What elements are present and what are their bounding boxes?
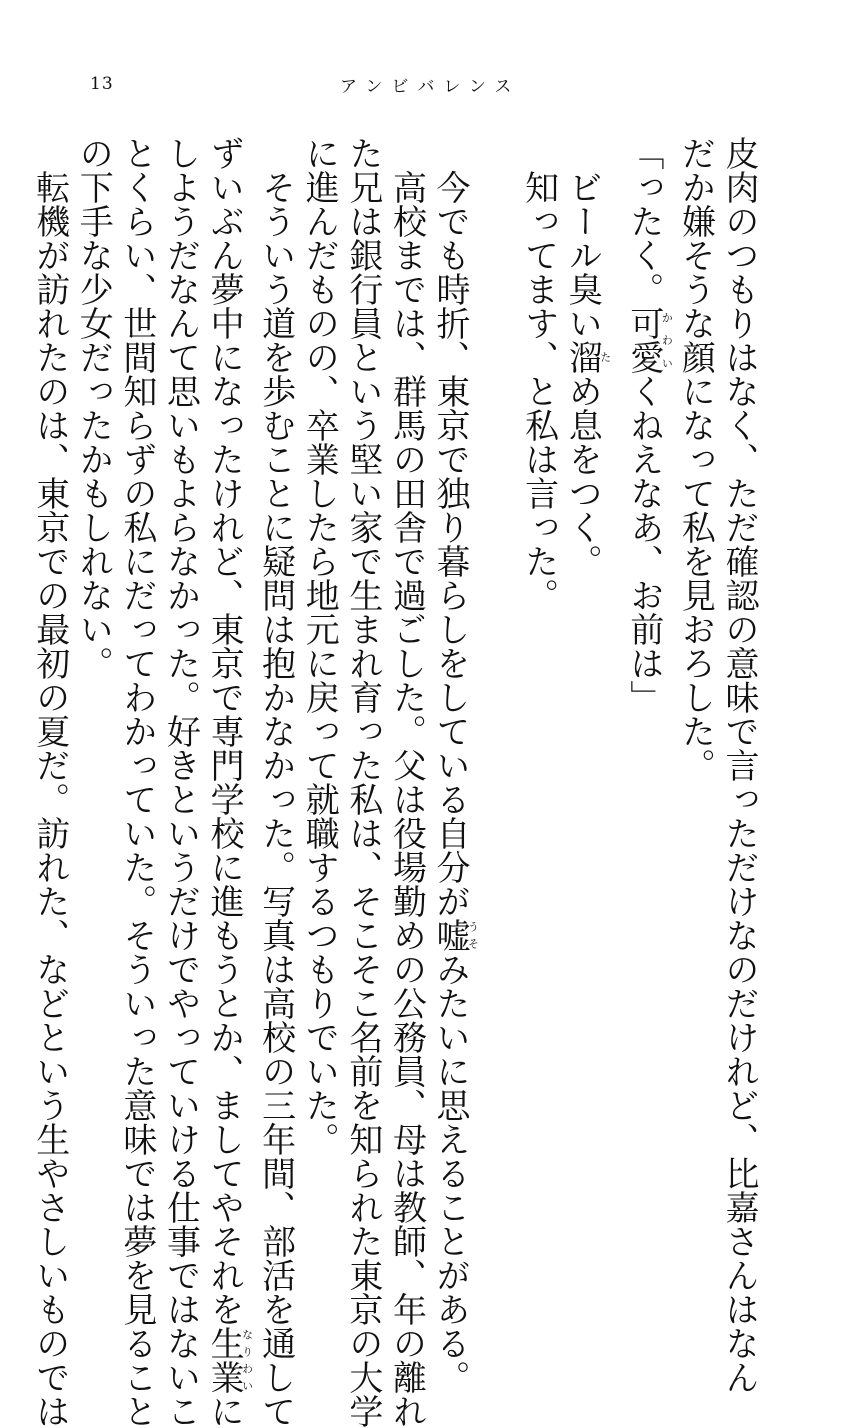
body-text — [29, 136, 760, 1428]
text-line: 今でも時折、東京で独り暮らしをしている自分が嘘うそみたいに思えることがある。 — [430, 170, 480, 1394]
running-header-title: アンビバレンス — [340, 77, 521, 97]
text-line: 「ったく。可愛かわいくねえなあ、お前は」 — [623, 136, 674, 714]
text-line: 皮肉のつもりはなく、ただ確認の意味で言っただけなのだけれど、比嘉さんはなん — [719, 136, 759, 1394]
text-line: しようだなんて思いもよらなかった。好きというだけでやっていける仕事ではないこ — [160, 136, 201, 1428]
ruby-uso: 嘘うそ — [430, 918, 480, 952]
text-line: そういう道を歩むことに疑問は抱かなかった。写真は高校の三年間、部活を通して — [255, 170, 296, 1428]
page-number: 13 — [90, 74, 114, 94]
text-line: とくらい、世間知らずの私にだってわかっていた。そういった意味では夢を見ること — [116, 136, 157, 1428]
text-line: 転機が訪れたのは、東京での最初の夏だ。訪れた、などという生やさしいものでは — [29, 170, 70, 1428]
text-line: だか嫌そうな顔になって私を見おろした。 — [675, 136, 716, 782]
text-line: 知ってます、と私は言った。 — [518, 170, 559, 612]
text-line: ずいぶん夢中になったけれど、東京で専門学校に進もうとか、ましてやそれを生業なりわいに — [204, 136, 254, 1428]
text-line: ビール臭い溜ため息をつく。 — [562, 170, 612, 578]
text-line: に進んだものの、卒業したら地元に戻って就職するつもりでいた。 — [299, 136, 340, 1156]
ruby-ta: 溜た — [562, 340, 612, 374]
text-line: の下手な少女だったかもしれない。 — [73, 136, 114, 680]
ruby-kawai: 可愛かわい — [623, 306, 674, 374]
ruby-nariwai: 生業なりわい — [204, 1326, 254, 1394]
text-line: た兄は銀行員という堅い家で生まれ育った私は、そこそこ名前を知られた東京の大学 — [342, 136, 383, 1428]
text-line: 高校までは、群馬の田舎で過ごした。父は役場勤めの公務員、母は教師、年の離れ — [386, 170, 427, 1428]
